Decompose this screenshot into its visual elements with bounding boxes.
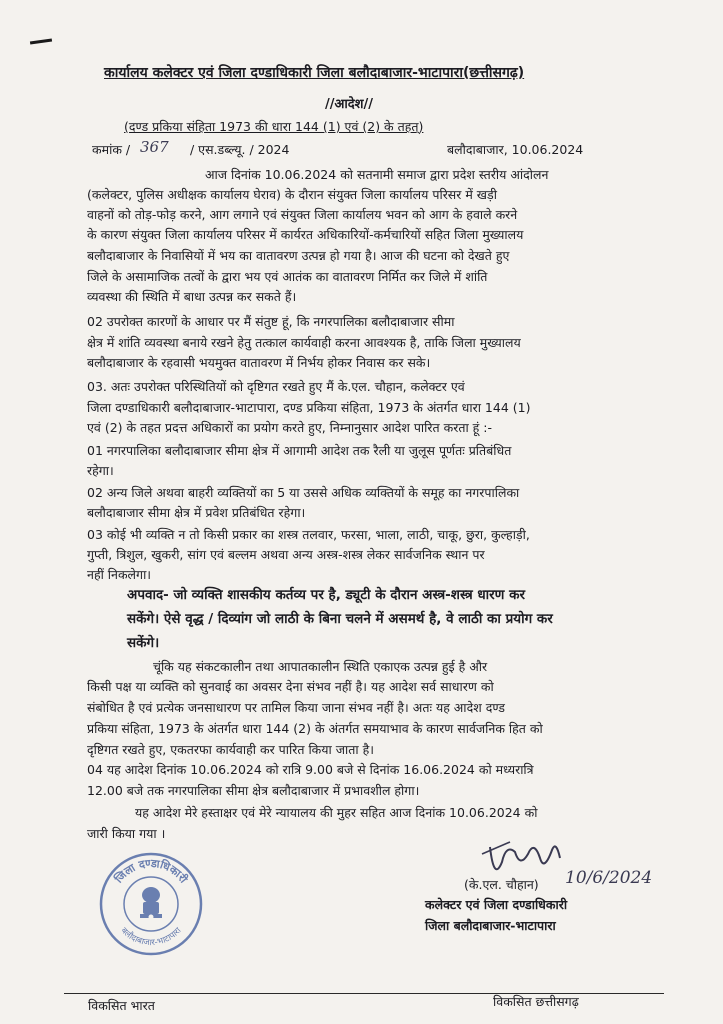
para2-line: बलौदाबाजार के रहवासी भयमुक्त वातावरण में निर्भय होकर निवास कर सके। xyxy=(87,355,431,370)
signature-date: 10/6/2024 xyxy=(565,868,653,888)
exception-line: सकेंगे। xyxy=(127,635,160,651)
place-date: बलौदाबाजार, 10.06.2024 xyxy=(447,142,584,157)
order-item-line: नहीं निकलेगा। xyxy=(87,567,152,582)
para4-line: चूंकि यह संकटकालीन तथा आपातकालीन स्थिति एकाएक उत्पन्न हुई है और xyxy=(153,659,488,674)
seal-top-text: जिला दण्डाधिकारी xyxy=(112,856,190,886)
order-item-line: बलौदाबाजार सीमा क्षेत्र में प्रवेश प्रतिबंधित रहेगा। xyxy=(87,505,306,520)
order-item-line: गुप्ती, त्रिशुल, खुकरी, सांग एवं बल्लम अथवा अन्य अस्त्र-शस्त्र लेकर सार्वजनिक स्थान पर xyxy=(87,547,485,562)
office-title: कार्यालय कलेक्टर एवं जिला दण्डाधिकारी जिला बलौदाबाजार-भाटापारा(छत्तीसगढ़) xyxy=(104,65,525,81)
para1-line: के कारण संयुक्त जिला कार्यालय परिसर में कार्यरत अधिकारियों-कर्मचारियों सहित जिला मुख्यालय xyxy=(87,227,524,242)
para2-line: 02 उपरोक्त कारणों के आधार पर मैं संतुष्ट हूं, कि नगरपालिका बलौदाबाजार सीमा xyxy=(87,314,455,329)
order-item-line: 01 नगरपालिका बलौदाबाजार सीमा क्षेत्र में आगामी आदेश तक रैली या जुलूस पूर्णतः प्रतिबंधित xyxy=(87,443,512,458)
seal-bottom-text: बलौदाबाजार-भाटापारा xyxy=(118,925,184,949)
seal-graphic xyxy=(98,851,204,957)
para1-line: जिले के असामाजिक तत्वों के द्वारा भय एवं आतंक का वातावरण निर्मित कर जिले में शांति xyxy=(87,269,488,284)
signatory-designation: कलेक्टर एवं जिला दण्डाधिकारी xyxy=(425,897,568,912)
para3-line: 03. अतः उपरोक्त परिस्थितियों को दृष्टिगत रखते हुए मैं के.एल. चौहान, कलेक्टर एवं xyxy=(87,379,465,394)
para6-line: यह आदेश मेरे हस्ताक्षर एवं मेरे न्यायालय की मुहर सहित आज दिनांक 10.06.2024 को xyxy=(135,805,538,820)
order-subtitle: (दण्ड प्रकिया संहिता 1973 की धारा 144 (1) एवं (2) के तहत्) xyxy=(124,119,424,134)
order-item-line: 03 कोई भी व्यक्ति न तो किसी प्रकार का शस्त्र तलवार, फरसा, भाला, लाठी, चाकू, छुरा, कुल्हाड़ी, xyxy=(87,527,530,542)
exception-line: सकेंगे। ऐसे वृद्ध / दिव्यांग जो लाठी के बिना चलने में असमर्थ है, वे लाठी का प्रयोग कर xyxy=(127,611,553,627)
ref-number: 367 xyxy=(140,138,169,156)
para1-line: वाहनों को तोड़-फोड़ करने, आग लगाने एवं संयुक्त जिला कार्यालय भवन को आग के हवाले करने xyxy=(87,207,518,222)
para4-line: संबोधित है एवं प्रत्येक जनसाधारण पर तामिल किया जाना संभव नहीं है। अतः यह आदेश दण्ड xyxy=(87,700,505,715)
para2-line: क्षेत्र में शांति व्यवस्था बनाये रखने हेतु तत्काल कार्यवाही करना आवश्यक है, ताकि जिला मुख्यालय xyxy=(87,335,521,350)
para1-line: व्यवस्था की स्थिति में बाधा उत्पन्न कर सकते हैं। xyxy=(87,289,297,304)
para5-line: 12.00 बजे तक नगरपालिका सीमा क्षेत्र बलौदाबाजार में प्रभावशील होगा। xyxy=(87,783,420,798)
signatory-name: (के.एल. चौहान) xyxy=(464,877,539,892)
para3-line: जिला दण्डाधिकारी बलौदाबाजार-भाटापारा, दण्ड प्रकिया संहिता, 1973 के अंतर्गत धारा 144 (1) xyxy=(87,400,531,415)
para1-line: आज दिनांक 10.06.2024 को सतनामी समाज द्वारा प्रदेश स्तरीय आंदोलन xyxy=(205,167,549,182)
para1-line: (कलेक्टर, पुलिस अधीक्षक कार्यालय घेराव) के दौरान संयुक्त जिला कार्यालय परिसर में खड़ी xyxy=(87,187,497,202)
order-item-line: 02 अन्य जिले अथवा बाहरी व्यक्तियों का 5 या उससे अधिक व्यक्तियों के समूह का नगरपालिका xyxy=(87,485,520,500)
footer-right: विकसित छत्तीसगढ़ xyxy=(493,994,579,1009)
ref-code: / एस.डब्ल्यू. / 2024 xyxy=(190,142,290,157)
para4-line: दृष्टिगत रखते हुए, एकतरफा कार्यवाही कर पारित किया जाता है। xyxy=(87,742,374,757)
order-item-line: रहेगा। xyxy=(87,463,114,478)
pen-mark xyxy=(30,38,52,44)
para3-line: एवं (2) के तहत प्रदत्त अधिकारों का प्रयोग करते हुए, निम्नानुसार आदेश पारित करता हूं :- xyxy=(87,420,493,435)
signatory-district: जिला बलौदाबाजार-भाटापारा xyxy=(425,918,556,933)
para1-line: बलौदाबाजार के निवासियों में भय का वातावरण उत्पन्न हो गया है। आज की घटना को देखते हुए xyxy=(87,248,510,263)
para4-line: किसी पक्ष या व्यक्ति को सुनवाई का अवसर देना संभव नहीं है। यह आदेश सर्व साधारण को xyxy=(87,679,494,694)
exception-line: अपवाद- जो व्यक्ति शासकीय कर्तव्य पर है, ड्यूटी के दौरान अस्त्र-शस्त्र धारण कर xyxy=(127,587,526,603)
ref-label: कमांक / xyxy=(92,142,131,157)
para4-line: प्रकिया संहिता, 1973 के अंतर्गत धारा 144 (2) के अंतर्गत समयाभाव के कारण सार्वजनिक हित को xyxy=(87,721,543,736)
para6-line: जारी किया गया । xyxy=(87,826,166,841)
official-seal xyxy=(98,851,204,957)
para5-line: 04 यह आदेश दिनांक 10.06.2024 को रात्रि 9.00 बजे से दिनांक 16.06.2024 को मध्यरात्रि xyxy=(87,762,534,777)
order-heading: //आदेश// xyxy=(325,97,374,112)
footer-left: विकसित भारत xyxy=(88,998,155,1013)
emblem-icon xyxy=(140,887,162,920)
